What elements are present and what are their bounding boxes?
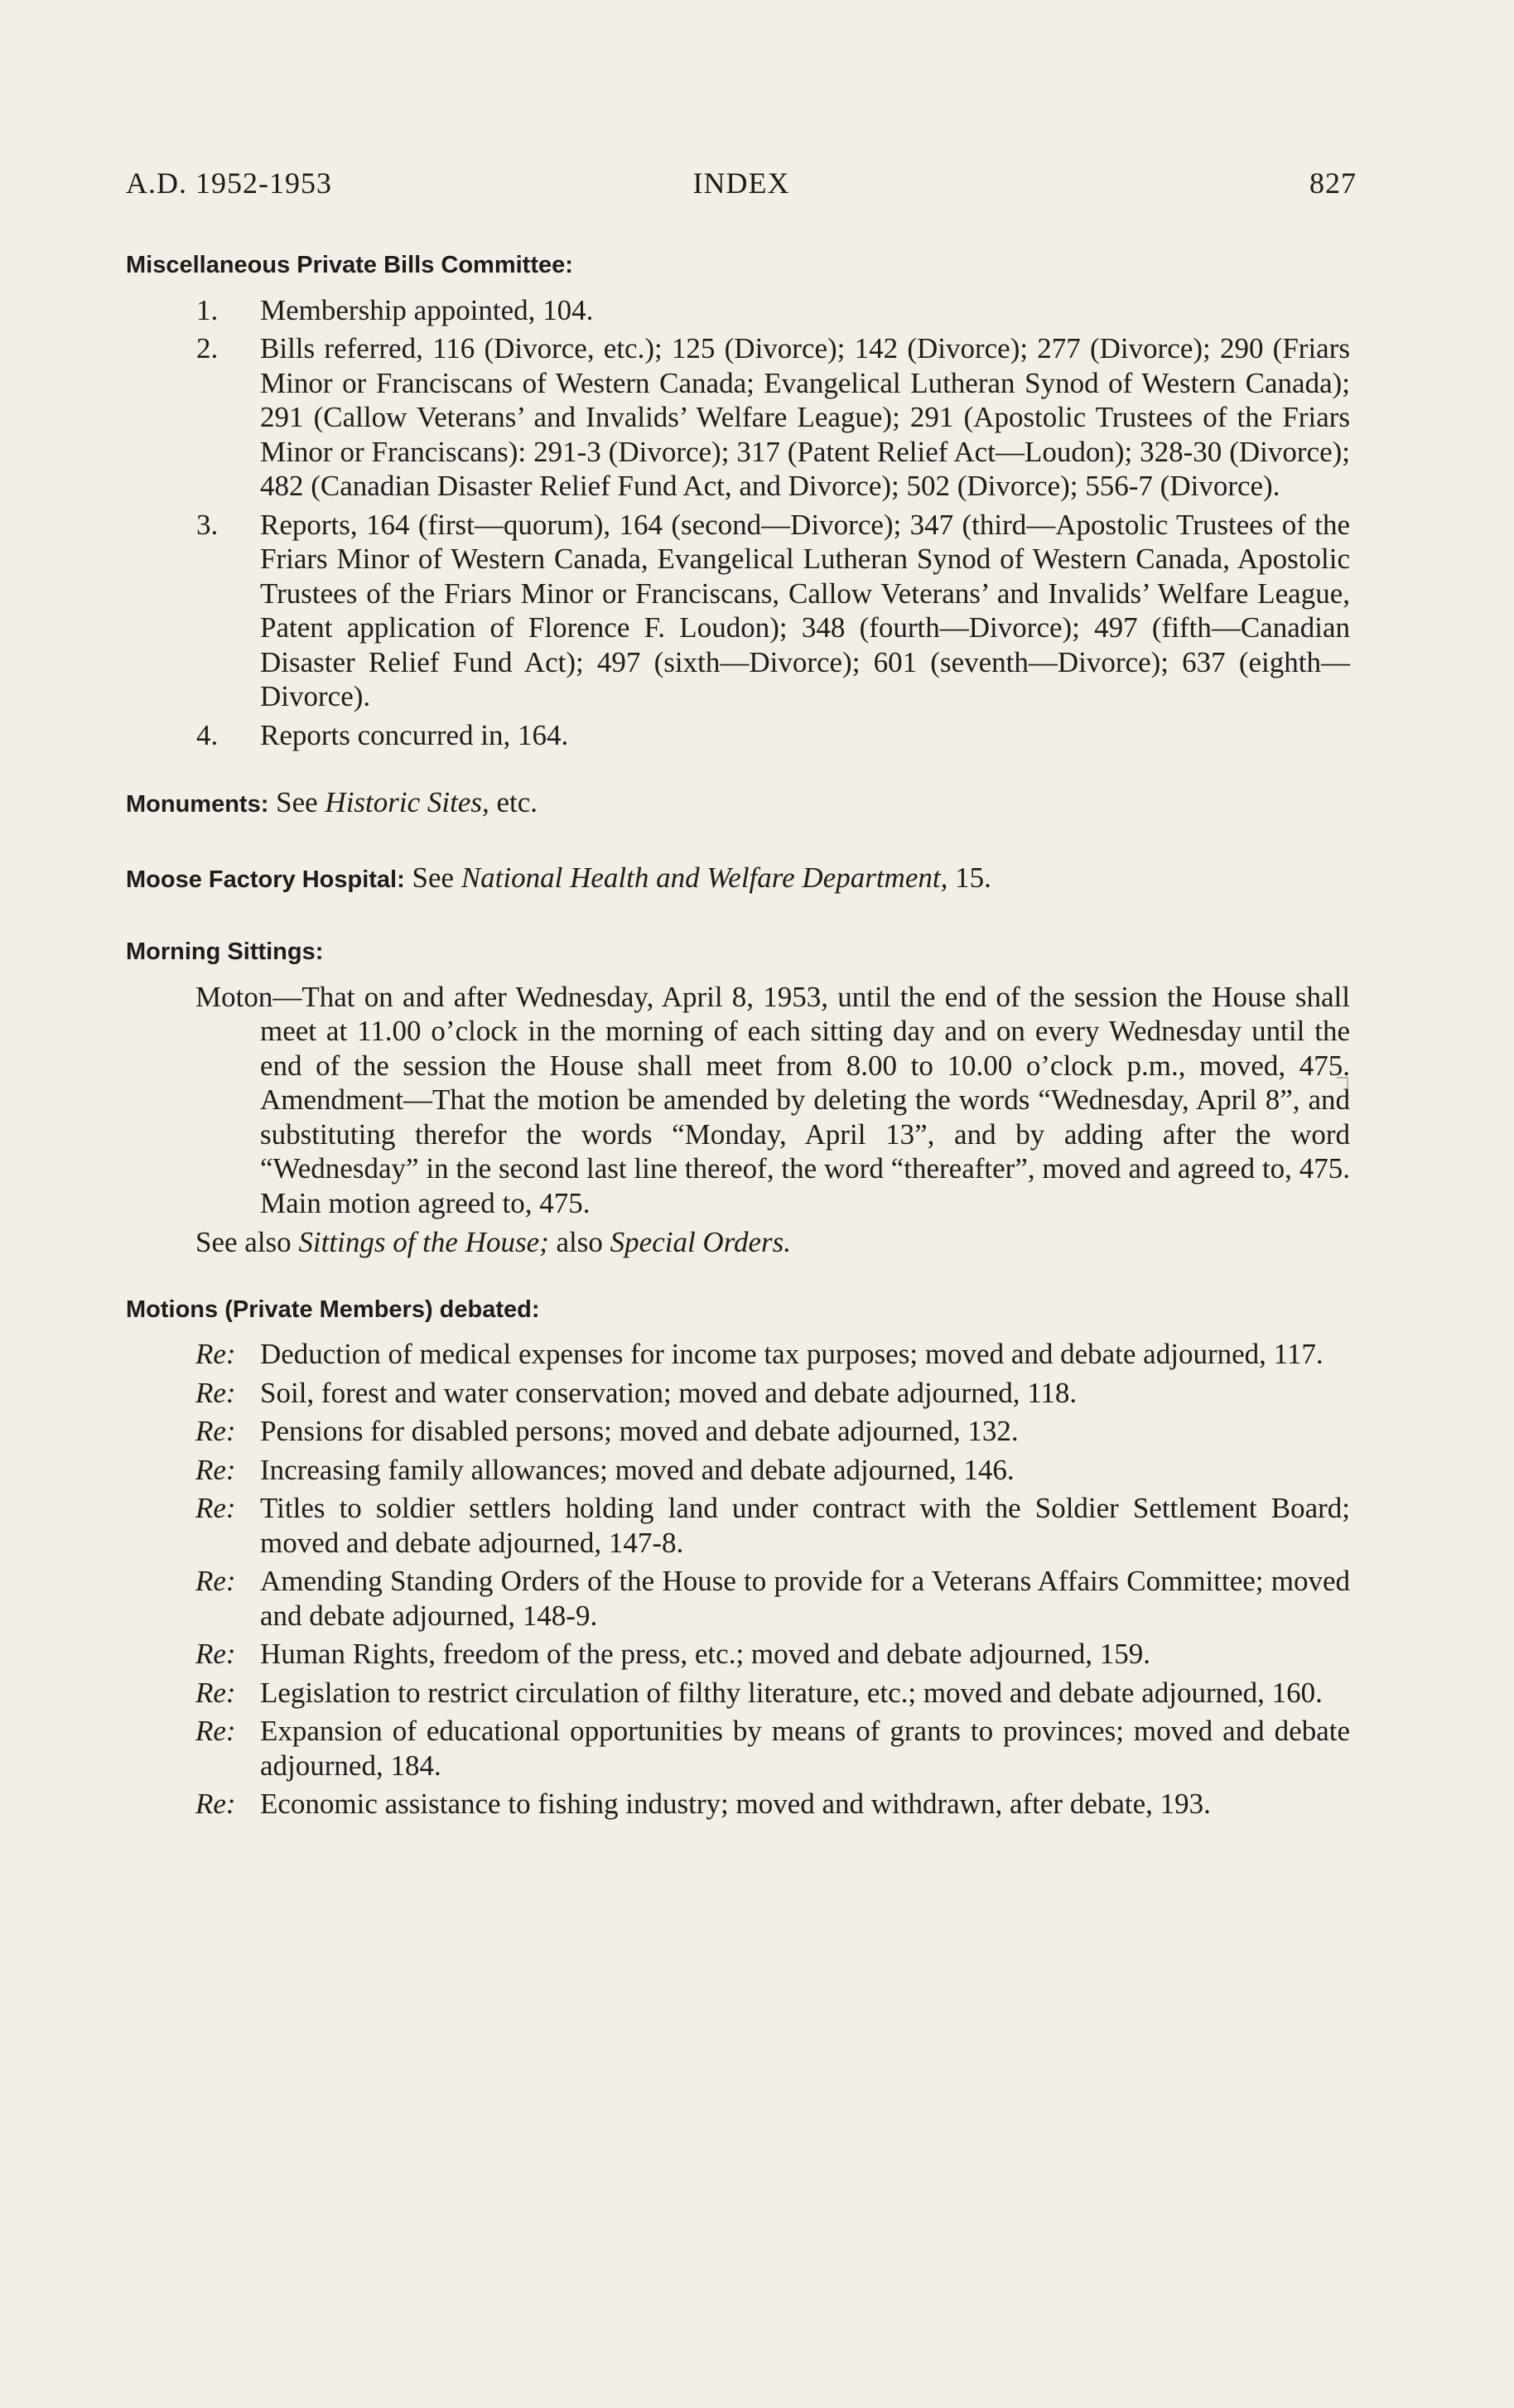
section-moose-factory <box>126 861 1350 898</box>
list-item <box>126 1714 1350 1783</box>
item-text: Amending Standing Orders of the House to provide for a Veterans Affairs Committee; moved and debate adjourned, 148-9. <box>260 1565 1350 1632</box>
section-heading: Motions (Private Members) debated: <box>126 1296 540 1323</box>
list-item <box>126 1564 1350 1633</box>
item-text: Titles to soldier settlers holding land under contract with the Soldier Settlement Board; moved and debate adjourned, 147-8. <box>260 1492 1350 1559</box>
section-heading: Moose Factory Hospital: <box>126 866 405 893</box>
item-text: Reports concurred in, 164. <box>260 718 569 751</box>
list-item <box>126 1676 1350 1711</box>
item-text: Soil, forest and water conservation; moved and debate adjourned, 118. <box>260 1376 1078 1409</box>
re-label: Re: <box>195 1453 236 1486</box>
item-number: 3. <box>196 508 219 541</box>
section-heading: Morning Sittings: <box>126 939 324 965</box>
section-morning-sittings <box>126 935 1350 1260</box>
re-label: Re: <box>195 1376 236 1409</box>
cross-reference: Special Orders. <box>610 1226 792 1258</box>
re-label: Re: <box>195 1415 236 1447</box>
item-text: Economic assistance to fishing industry; moved and withdrawn, after debate, 193. <box>260 1788 1211 1820</box>
page-number: 827 <box>1309 166 1357 200</box>
item-text: Deduction of medical expenses for income tax purposes; moved and debate adjourned, 117. <box>260 1338 1324 1370</box>
list-item <box>126 331 1350 504</box>
see-text: also <box>556 1226 603 1258</box>
re-label: Re: <box>195 1715 236 1747</box>
section-misc-private-bills <box>126 249 1350 752</box>
list-item <box>126 1337 1350 1372</box>
list-item <box>126 1414 1350 1449</box>
cross-reference: National Health and Welfare Department, <box>460 861 948 894</box>
re-label: Re: <box>195 1788 236 1820</box>
see-text: 15. <box>955 861 991 894</box>
item-text: Reports, 164 (first—quorum), 164 (second—Divorce); 347 (third—Apostolic Trustees of the Friars Minor of Western Canada, Evangelical Lutheran Synod of Western Canada, Apostolic Trustees of the Friars Minor or Franciscans, Callow Veterans’ and Invalids’ Welfare League, Patent application of Florence F. Loudon); 348 (fourth—Divorce); 497 (fifth—Canadian Disaster Relief Fund Act); 497 (sixth—Divorce); 601 (seventh—Divorce); 637 (eighth—Divorce). <box>260 508 1350 712</box>
section-heading: Miscellaneous Private Bills Committee: <box>126 252 573 278</box>
list-item <box>126 293 1350 328</box>
item-text: Membership appointed, 104. <box>260 293 594 326</box>
list-item <box>126 1376 1350 1411</box>
list-item <box>126 508 1350 714</box>
header-title: INDEX <box>692 166 790 200</box>
re-label: Re: <box>195 1565 236 1597</box>
cross-reference: Historic Sites, <box>325 786 489 818</box>
header-years: A.D. 1952-1953 <box>126 166 332 200</box>
re-label: Re: <box>195 1492 236 1524</box>
item-text: Legislation to restrict circulation of filthy literature, etc.; moved and debate adjourned, 160. <box>260 1676 1323 1709</box>
see-also-line <box>126 1225 1350 1260</box>
item-text: Bills referred, 116 (Divorce, etc.); 125 (Divorce); 142 (Divorce); 277 (Divorce); 290 (Friars Minor or Franciscans of Western Canada; Evangelical Lutheran Synod of Western Canada); 291 (Callow Veterans’ and Invalids’ Welfare League); 291 (Apostolic Trustees of the Friars Minor or Franciscans): 291-3 (Divorce); 317 (Patent Relief Act—Loudon); 328-30 (Divorce); 482 (Canadian Disaster Relief Fund Act, and Divorce); 502 (Divorce); 556-7 (Divorce). <box>260 332 1350 502</box>
re-label: Re: <box>195 1338 236 1370</box>
section-motions-debated <box>126 1293 1350 1822</box>
see-text: See also <box>195 1226 292 1258</box>
item-number: 2. <box>196 332 219 364</box>
item-number: 1. <box>196 293 219 326</box>
cross-reference: Sittings of the House; <box>298 1226 549 1258</box>
item-text: Pensions for disabled persons; moved and debate adjourned, 132. <box>260 1415 1019 1447</box>
index-content <box>126 249 1350 1855</box>
see-text: See <box>276 786 318 818</box>
list-item <box>126 1491 1350 1560</box>
motion-paragraph: Moton—That on and after Wednesday, April 8, 1953, until the end of the session the House shall meet at 11.00 o’clock in the morning of each sitting day and on every Wednesday until the end of the session the House shall meet from 8.00 to 10.00 o’clock p.m., moved, 475. Amendment—That the motion be amended by deleting the words “Wednesday, April 8”, and substituting therefor the words “Monday, April 13”, and by adding after the word “Wednesday” in the second last line thereof, the word “thereafter”, moved and agreed to, 475. Main motion agreed to, 475. <box>195 980 1350 1219</box>
re-label: Re: <box>195 1638 236 1670</box>
list-item <box>126 718 1350 753</box>
item-text: Expansion of educational opportunities by means of grants to provinces; moved and debate adjourned, 184. <box>260 1715 1350 1782</box>
see-text: etc. <box>496 786 538 818</box>
list-item <box>126 1787 1350 1822</box>
item-text: Human Rights, freedom of the press, etc.; moved and debate adjourned, 159. <box>260 1638 1150 1670</box>
item-text: Increasing family allowances; moved and debate adjourned, 146. <box>260 1453 1015 1486</box>
section-monuments <box>126 785 1350 823</box>
list-item <box>126 1637 1350 1672</box>
section-heading: Monuments: <box>126 791 269 818</box>
see-text: See <box>412 861 455 894</box>
re-label: Re: <box>195 1676 236 1709</box>
item-number: 4. <box>196 718 219 751</box>
list-item <box>126 1453 1350 1488</box>
